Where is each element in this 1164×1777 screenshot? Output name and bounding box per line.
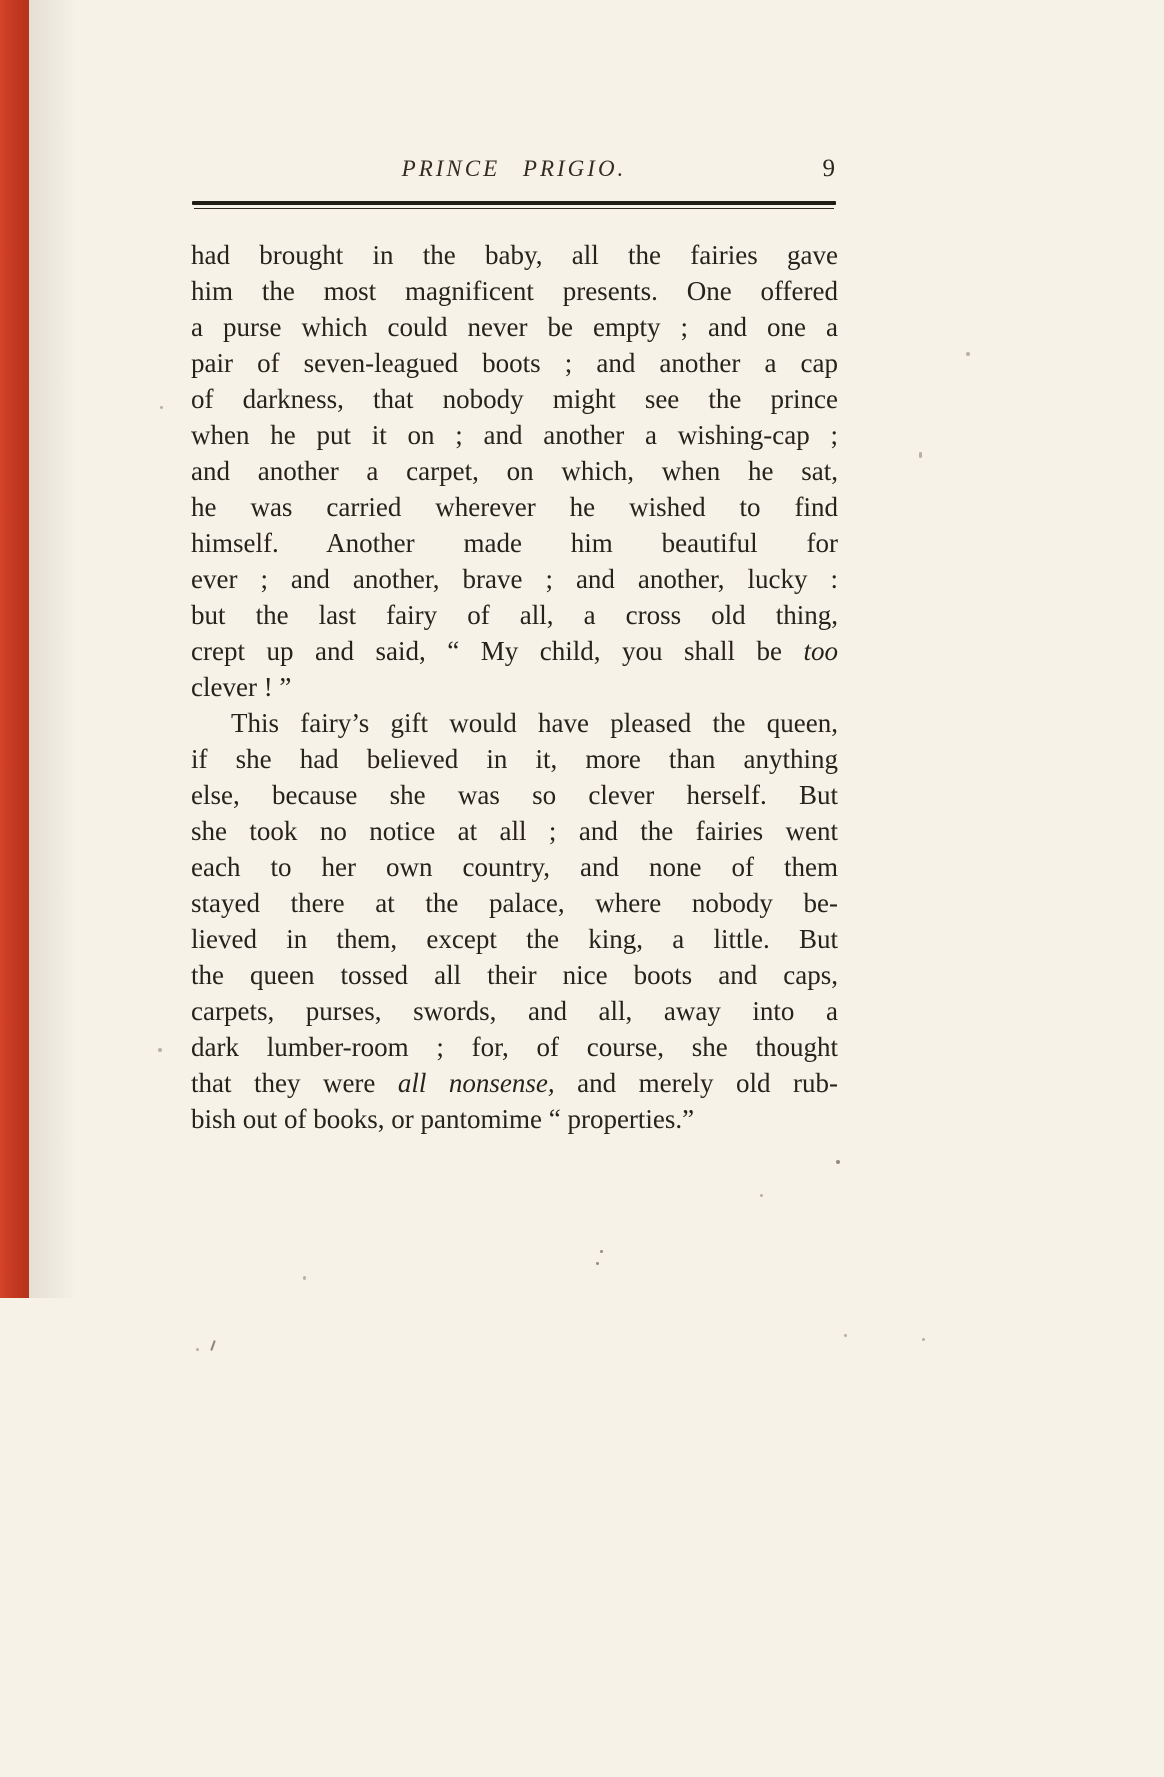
body-text: if she had believed in it, more than anything: [191, 744, 838, 774]
body-text: that they were: [191, 1068, 398, 1098]
text-line: [191, 1101, 838, 1137]
text-line: [191, 1065, 838, 1101]
text-line: [191, 1029, 838, 1065]
body-text: carpets, purses, swords, and all, away into a: [191, 996, 838, 1026]
page-header: [191, 156, 837, 190]
text-line: [191, 309, 838, 345]
text-line: [191, 741, 838, 777]
body-text: bish out of books, or pantomime “ properties.”: [191, 1104, 695, 1134]
page-left-shadow: [29, 0, 77, 1298]
body-text: This fairy’s gift would have pleased the queen,: [231, 708, 838, 738]
body-text: a purse which could never be empty ; and one a: [191, 312, 838, 342]
body-text: had brought in the baby, all the fairies gave: [191, 240, 838, 270]
italic-text: all nonsense,: [397, 1068, 555, 1098]
scan-mark: [210, 1340, 216, 1351]
body-text: she took no notice at all ; and the fairies went: [191, 816, 838, 846]
text-line: [191, 885, 838, 921]
text-block: [191, 237, 838, 1137]
scan-speckle: [596, 1262, 599, 1265]
text-line: [191, 669, 838, 705]
body-text: lieved in them, except the king, a little. But: [191, 924, 838, 954]
scan-speckle: [303, 1276, 306, 1280]
header-rule-thin: [194, 208, 834, 209]
text-line: [191, 525, 838, 561]
text-line: [191, 921, 838, 957]
text-line: [191, 489, 838, 525]
text-line: [191, 597, 838, 633]
text-line: [191, 849, 838, 885]
body-text: him the most magnificent presents. One offered: [191, 276, 838, 306]
scan-speckle: [158, 1048, 162, 1052]
text-line: [191, 561, 838, 597]
body-text: and another a carpet, on which, when he sat,: [191, 456, 838, 486]
body-text: stayed there at the palace, where nobody be-: [191, 888, 838, 918]
book-cover-edge: [0, 0, 29, 1298]
body-text: the queen tossed all their nice boots and caps,: [191, 960, 838, 990]
body-text: when he put it on ; and another a wishing-cap ;: [191, 420, 838, 450]
body-text: but the last fairy of all, a cross old thing,: [191, 600, 838, 630]
text-line: [191, 777, 838, 813]
header-rule-thick: [192, 201, 836, 205]
text-line: [191, 381, 838, 417]
scan-speckle: [844, 1334, 847, 1337]
body-text: himself. Another made him beautiful for: [191, 528, 838, 558]
body-text: ever ; and another, brave ; and another, lucky :: [191, 564, 838, 594]
scan-speckle: [760, 1194, 763, 1197]
body-text: he was carried wherever he wished to find: [191, 492, 838, 522]
body-text: clever ! ”: [191, 672, 292, 702]
text-line: [191, 957, 838, 993]
body-text: dark lumber-room ; for, of course, she thought: [191, 1032, 838, 1062]
text-line: [191, 453, 838, 489]
running-title: PRINCE PRIGIO.: [401, 156, 627, 181]
text-line: [191, 813, 838, 849]
body-text: and merely old rub-: [554, 1068, 838, 1098]
scan-speckle: [836, 1160, 840, 1164]
body-text: else, because she was so clever herself. But: [191, 780, 838, 810]
text-line: [191, 633, 838, 669]
scan-speckle: [196, 1348, 199, 1351]
text-line: [191, 993, 838, 1029]
scan-speckle: [966, 352, 970, 356]
text-line: [191, 705, 838, 741]
scan-speckle: [160, 406, 163, 409]
body-text: of darkness, that nobody might see the prince: [191, 384, 838, 414]
text-line: [191, 417, 838, 453]
body-text: each to her own country, and none of them: [191, 852, 838, 882]
body-text: crept up and said, “ My child, you shall be: [191, 636, 804, 666]
page-number: 9: [822, 155, 835, 182]
scan-speckle: [922, 1338, 925, 1341]
scan-speckle: [600, 1250, 603, 1253]
text-line: [191, 273, 838, 309]
paragraph: [191, 237, 838, 705]
italic-text: too: [803, 636, 838, 666]
scan-speckle: [919, 452, 922, 458]
text-line: [191, 237, 838, 273]
text-line: [191, 345, 838, 381]
paragraph: [191, 705, 838, 1137]
body-text: pair of seven-leagued boots ; and another a cap: [191, 348, 838, 378]
